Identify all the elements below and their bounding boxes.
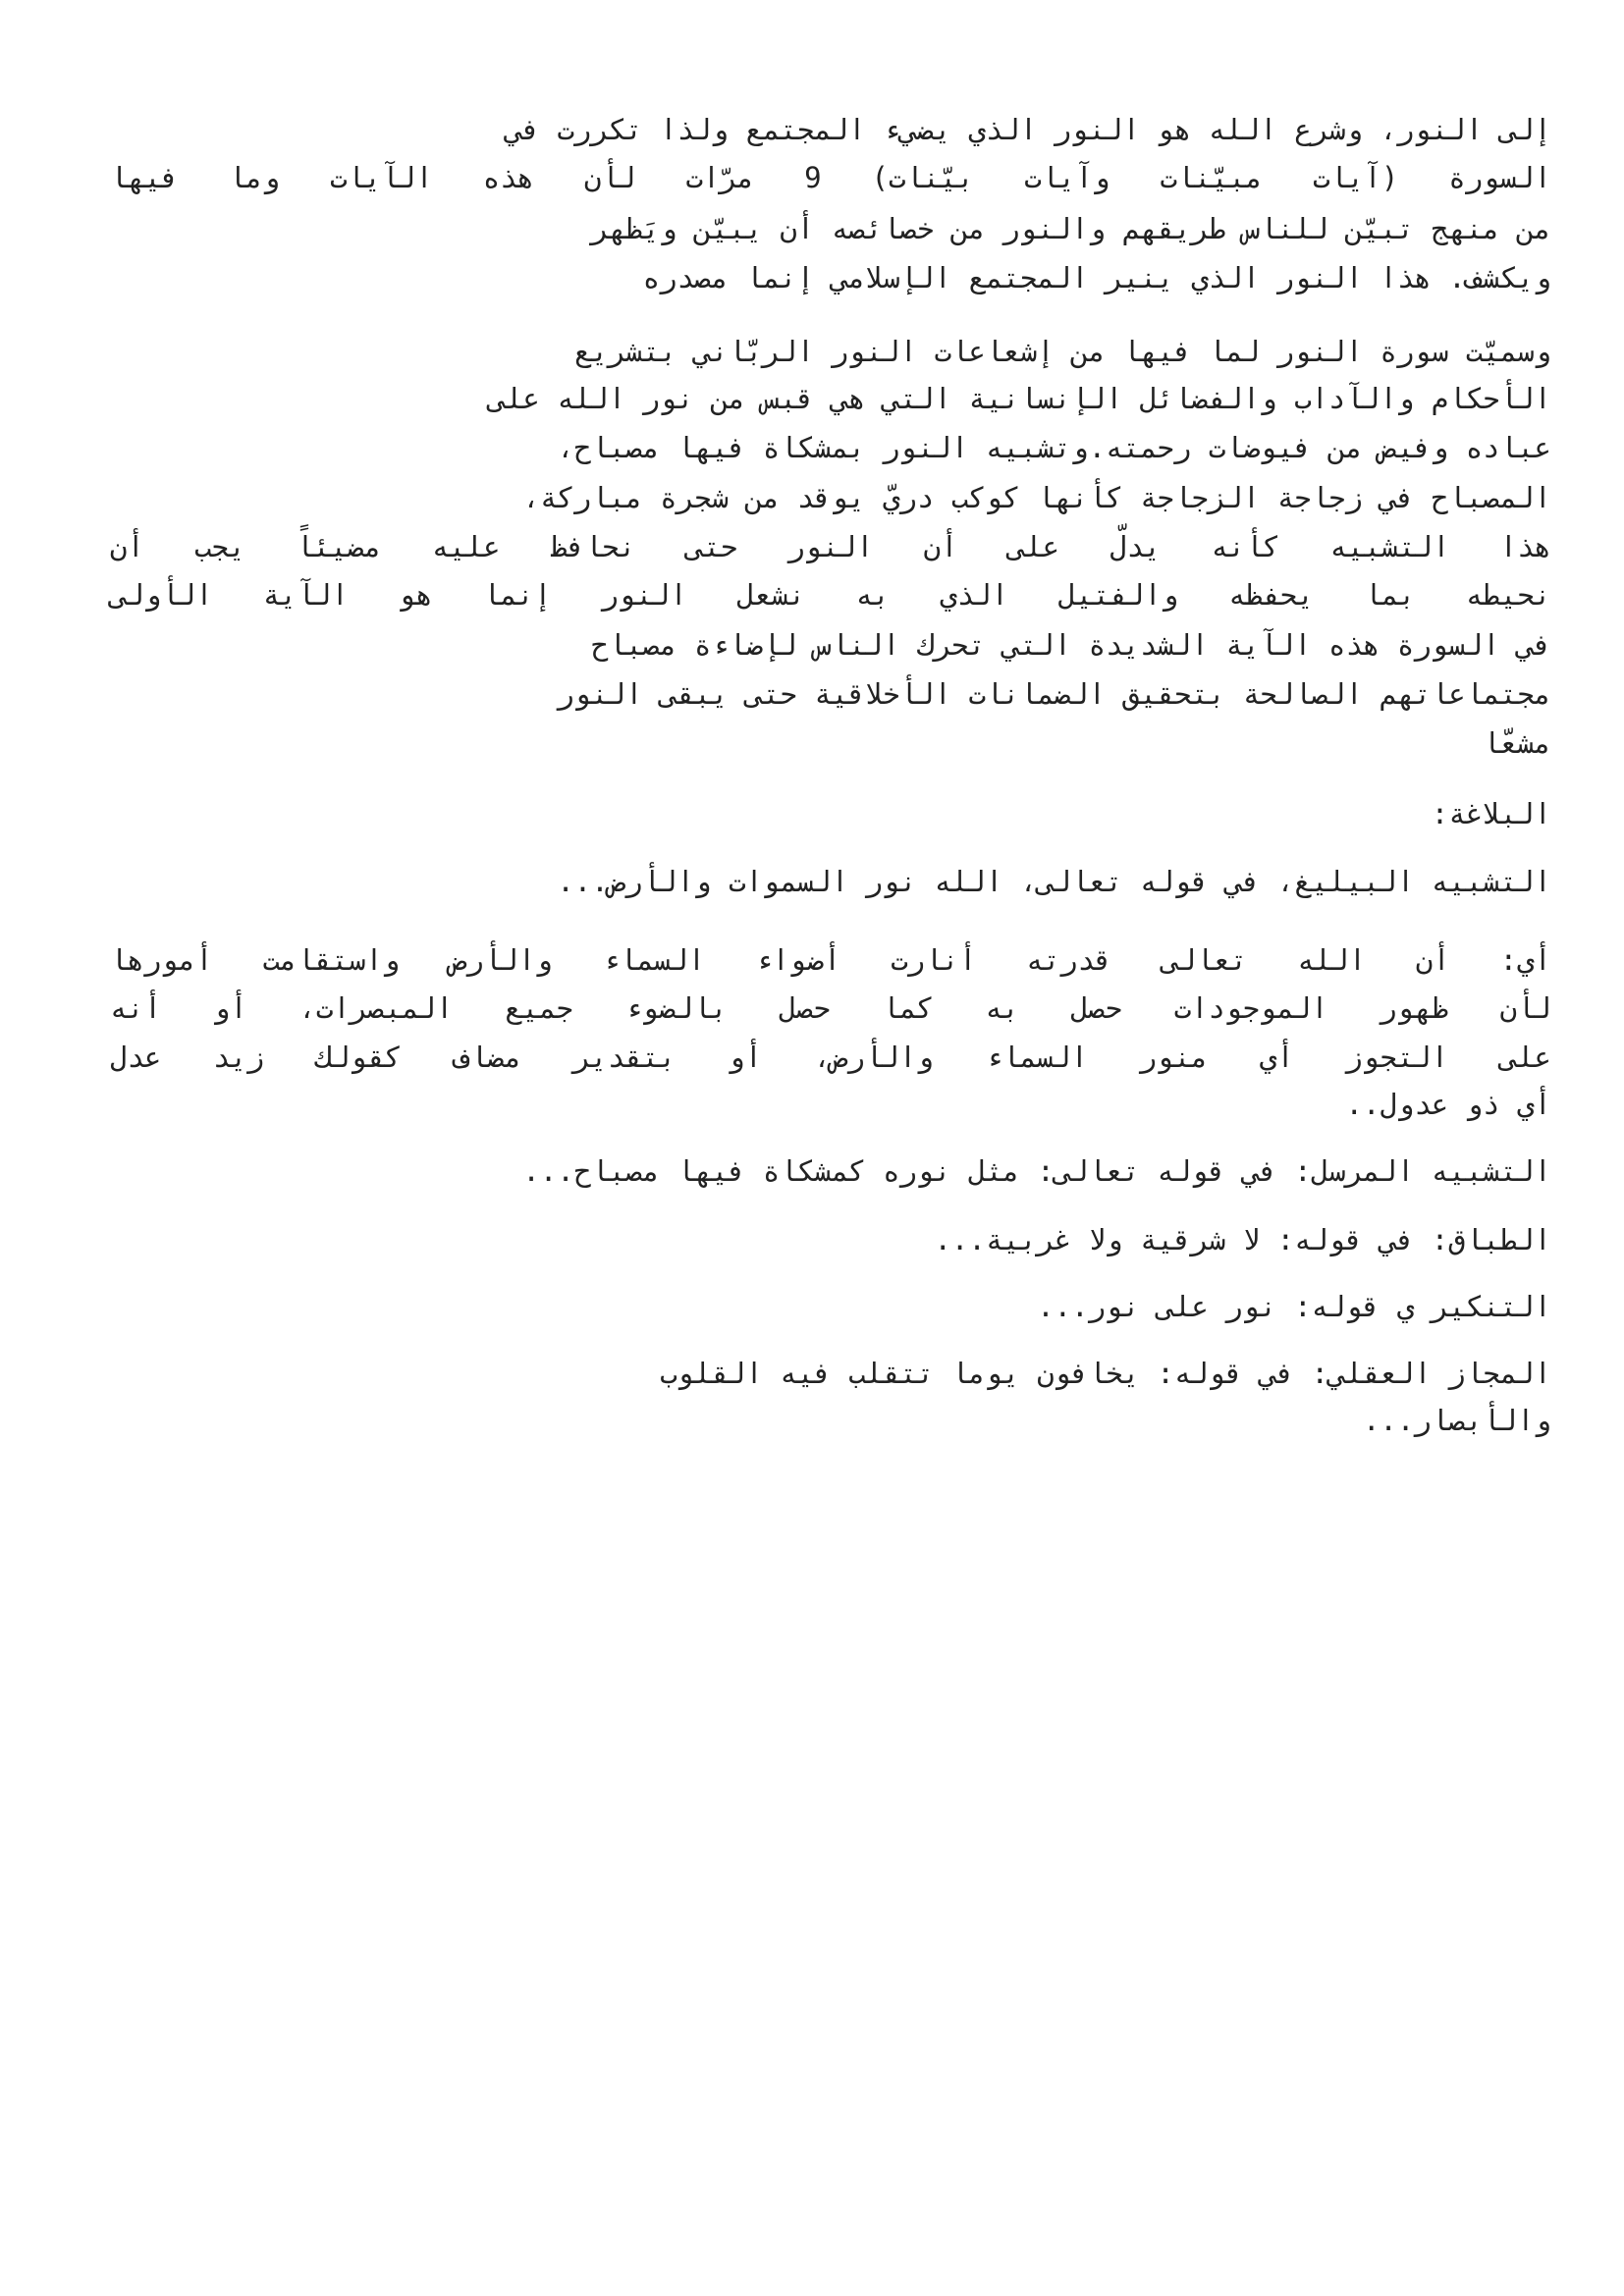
- text-line: أي ذو عدول..: [1345, 1088, 1551, 1121]
- section-heading: البلاغة:: [1431, 797, 1551, 830]
- text-line: الطباق: في قوله: لا شرقية ولا غربية...: [934, 1223, 1551, 1256]
- text-line: التنكير ي قوله: نور على نور...: [1037, 1290, 1551, 1323]
- text-line: نحيطه بما يحفظه والفتيل الذي به نشعل النور إنما هو الآية الأولى: [110, 578, 1551, 612]
- text-line: السورة (آيات مبيّنات وآيات بيّنات) 9 مرّات لأن هذه الآيات وما فيها: [110, 161, 1551, 194]
- text-line: الأحكام والآداب والفضائل الإنسانية التي هي قبس من نور الله على: [488, 382, 1551, 415]
- text-line: عباده وفيض من فيوضات رحمته.وتشبيه النور بمشكاة فيها مصباح،: [557, 431, 1551, 464]
- text-line: والأبصار...: [1362, 1404, 1551, 1437]
- text-line: المجاز العقلي: في قوله: يخافون يوما تتقلب فيه القلوب: [660, 1357, 1551, 1390]
- text-line: أي: أن الله تعالى قدرته أنارت أضواء السماء والأرض واستقامت أمورها: [110, 943, 1551, 977]
- text-line: على التجوز أي منور السماء والأرض، أو بتقدير مضاف كقولك زيد عدل: [110, 1041, 1551, 1074]
- text-line: التشبيه البيليغ، في قوله تعالى، الله نور السموات والأرض...: [557, 865, 1551, 898]
- text-line: مجتماعاتهم الصالحة بتحقيق الضمانات الأخلاقية حتى يبقى النور: [557, 677, 1551, 711]
- text-line: لأن ظهور الموجودات حصل به كما حصل بالضوء جميع المبصرات، أو أنه: [110, 991, 1551, 1025]
- text-line: التشبيه المرسل: في قوله تعالى: مثل نوره كمشكاة فيها مصباح...: [522, 1154, 1551, 1188]
- text-line: من منهج تبيّن للناس طريقهم والنور من خصائصه أن يبيّن ويَظهر: [591, 212, 1551, 245]
- text-line: ويكشف. هذا النور الذي ينير المجتمع الإسلامي إنما مصدره: [642, 261, 1551, 294]
- text-line: هذا التشبيه كأنه يدلّ على أن النور حتى نحافظ عليه مضيئاً يجب أن: [110, 530, 1551, 563]
- text-line: مشعّا: [1483, 726, 1551, 760]
- text-line: المصباح في زجاجة الزجاجة كأنها كوكب دريّ يوقد من شجرة مباركة،: [522, 481, 1551, 514]
- text-line: وسميّت سورة النور لما فيها من إشعاعات النور الربّاني بتشريع: [573, 335, 1551, 368]
- text-line: إلى النور، وشرع الله هو النور الذي يضيء المجتمع ولذا تكررت في: [505, 113, 1551, 146]
- text-line: في السورة هذه الآية الشديدة التي تحرك الناس لإضاءة مصباح: [591, 628, 1551, 662]
